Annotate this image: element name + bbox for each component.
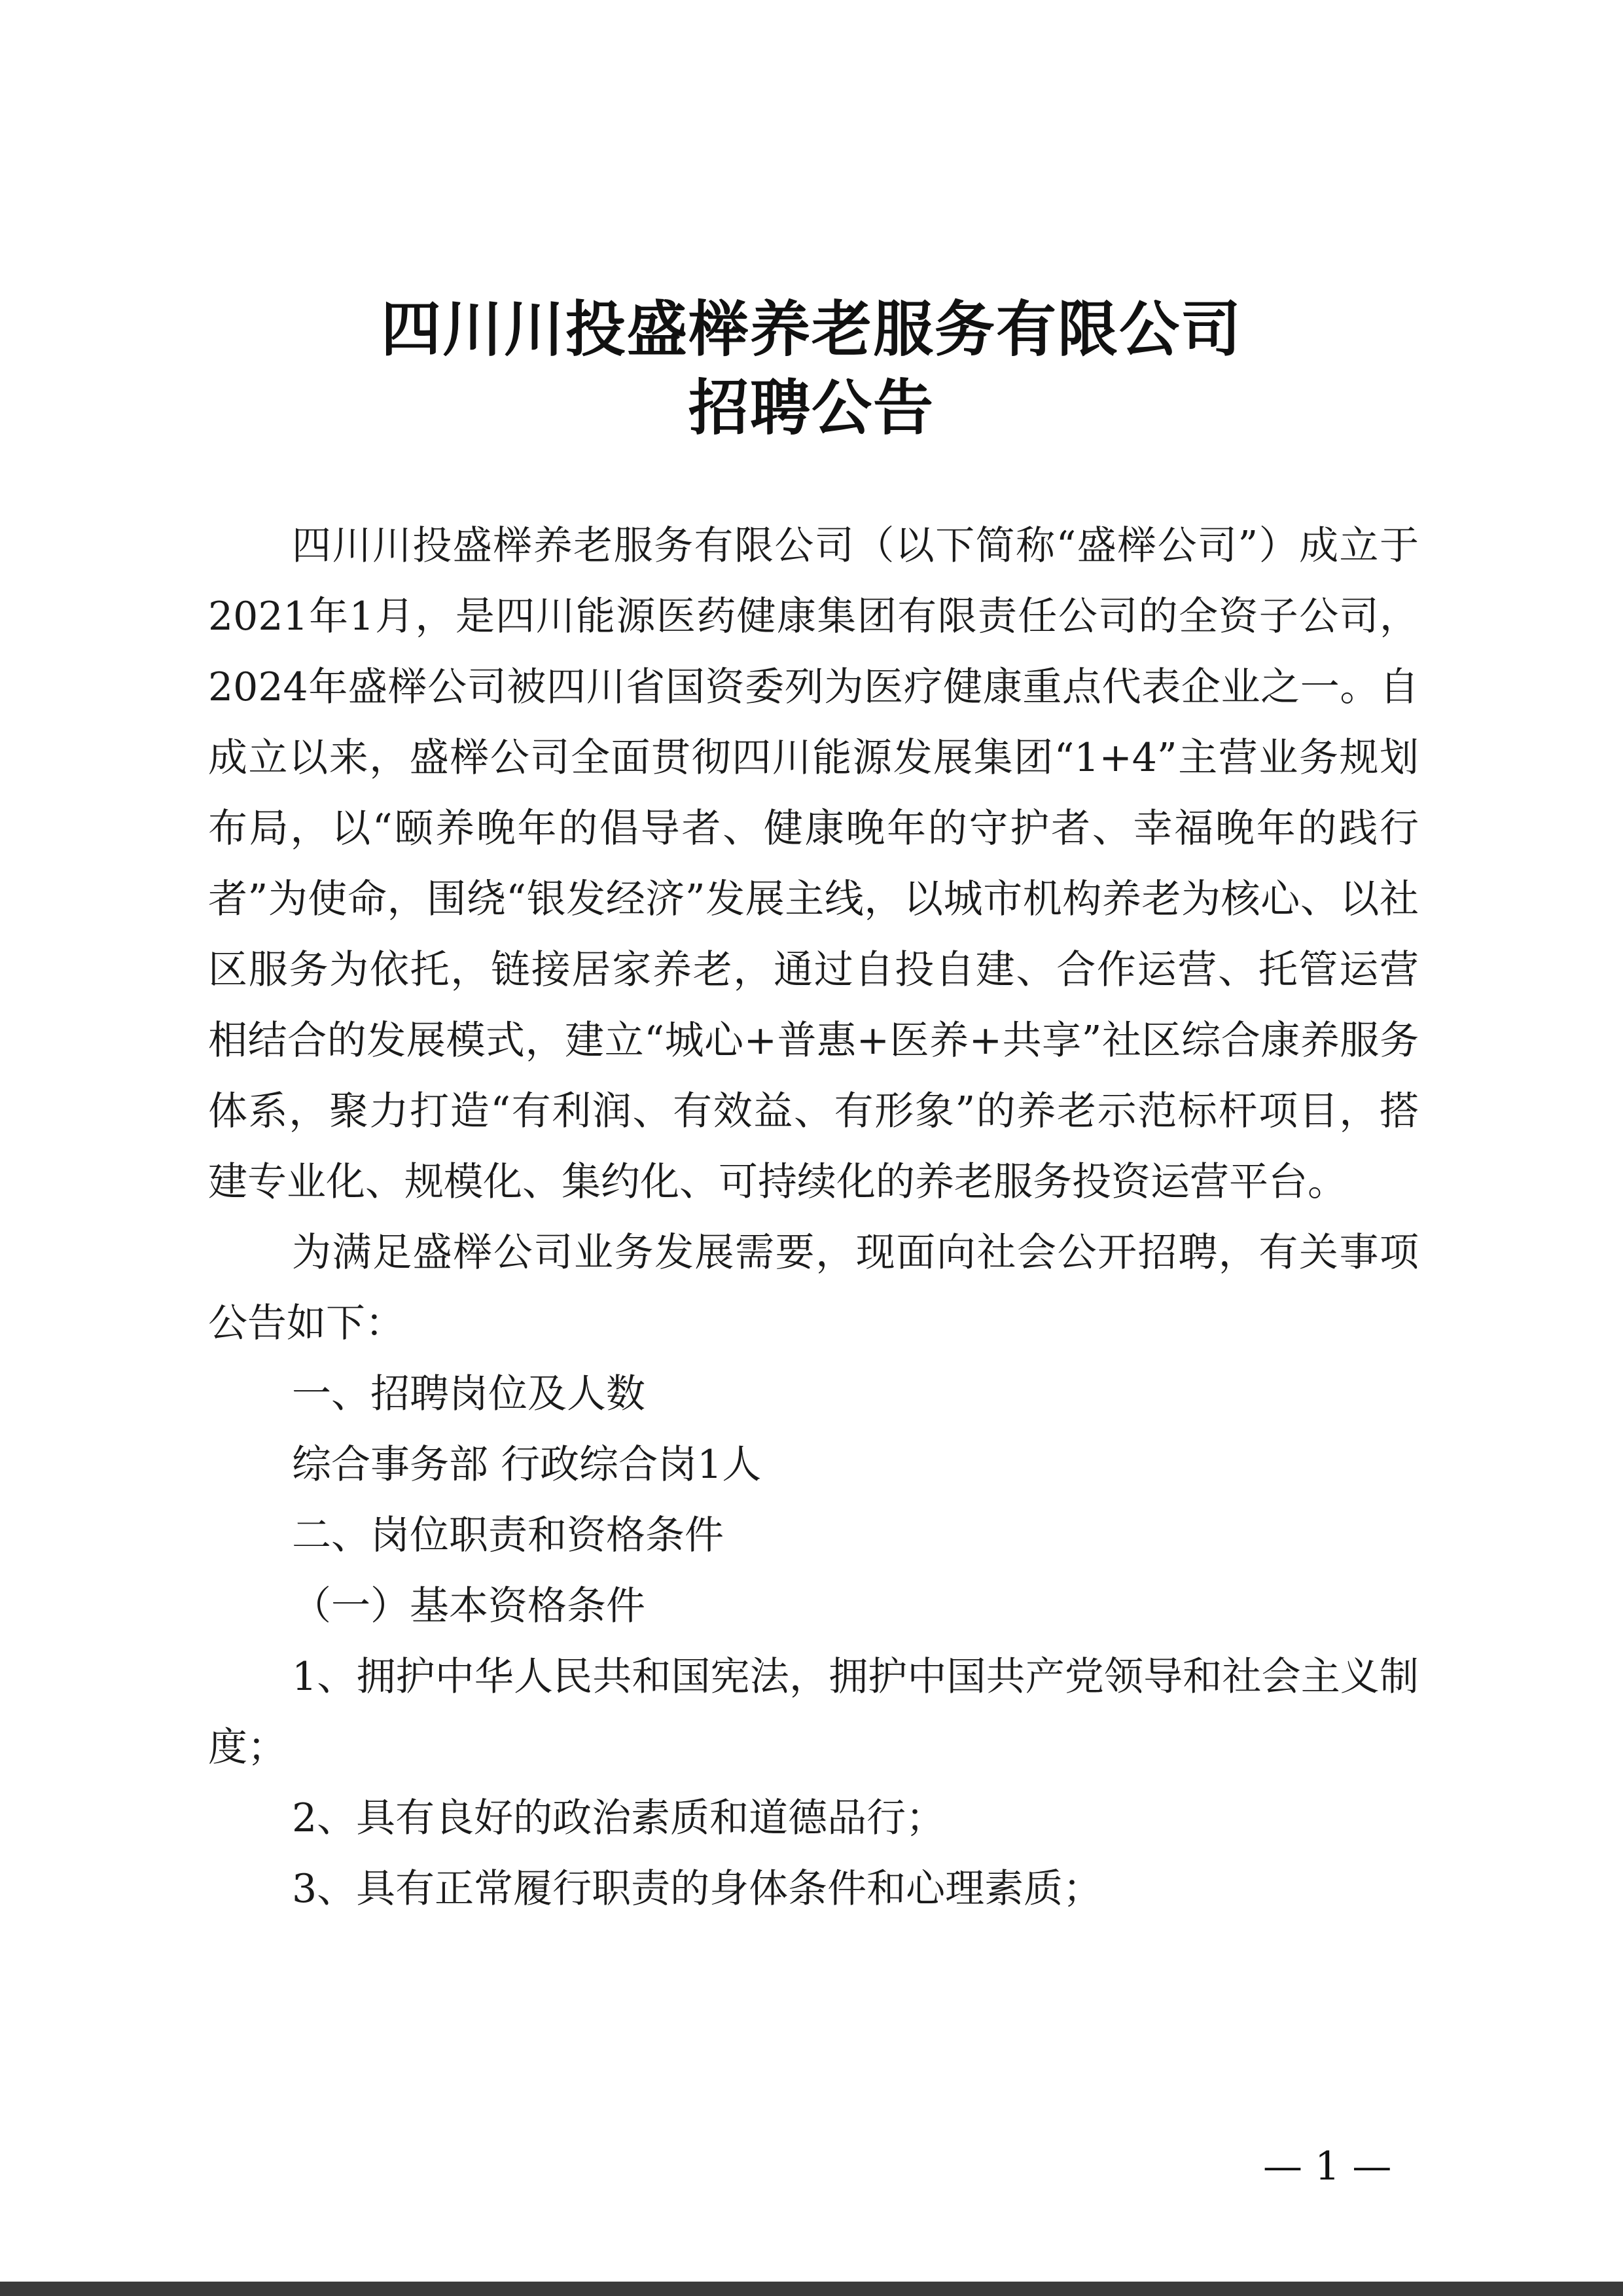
list-item-2: 2、具有良好的政治素质和道德品行； xyxy=(292,1795,946,1841)
title-notice: 招聘公告 xyxy=(688,372,935,443)
subheading-basic: （一）基本资格条件 xyxy=(292,1583,645,1629)
heading-duties: 二、岗位职责和资格条件 xyxy=(292,1513,724,1558)
paragraph-purpose: 为满足盛榉公司业务发展需要，现面向社会公开招聘，有关事项公告如下： xyxy=(208,1230,1419,1346)
paragraph-position: 综合事务部 行政综合岗1人 xyxy=(292,1442,762,1488)
scan-edge xyxy=(0,2282,1623,2296)
document-body xyxy=(208,511,1419,1924)
paragraph-intro: 四川川投盛榉养老服务有限公司（以下简称“盛榉公司”）成立于2021年1月，是四川能源医药健康集团有限责任公司的全资子公司，2024年盛榉公司被四川省国资委列为医疗健康重点代表企业之一。自成立以来，盛榉公司全面贯彻四川能源发展集团“1+4”主营业务规划布局，以“颐养晚年的倡导者、健康晚年的守护者、幸福晚年的践行者”为使命，围绕“银发经济”发展主线，以城市机构养老为核心、以社区服务为依托，链接居家养老，通过自投自建、合作运营、托管运营相结合的发展模式，建立“城心+普惠+医养+共享”社区综合康养服务体系，聚力打造“有利润、有效益、有形象”的养老示范标杆项目，搭建专业化、规模化、集约化、可持续化的养老服务投资运营平台。 xyxy=(208,523,1419,1205)
page-number: — 1 — xyxy=(1263,2144,1392,2189)
list-item-3: 3、具有正常履行职责的身体条件和心理素质； xyxy=(292,1866,1103,1912)
heading-positions: 一、招聘岗位及人数 xyxy=(292,1371,645,1417)
title-company: 四川川投盛榉养老服务有限公司 xyxy=(380,294,1242,365)
list-item-1: 1、拥护中华人民共和国宪法，拥护中国共产党领导和社会主义制度； xyxy=(208,1654,1419,1770)
